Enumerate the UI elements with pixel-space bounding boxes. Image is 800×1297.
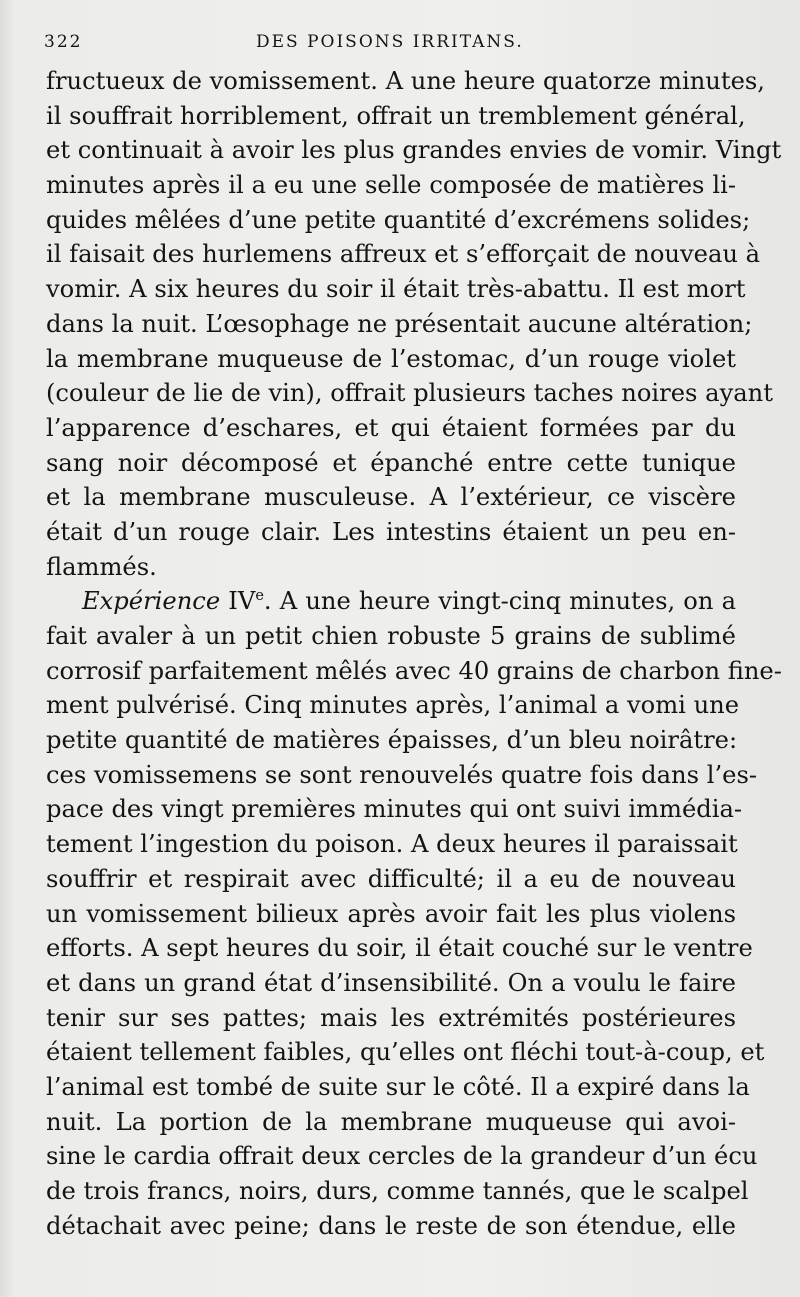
experience-numeral: IV xyxy=(228,587,256,616)
text-line: fait avaler à un petit chien robuste 5 grains de sublimé xyxy=(46,622,736,650)
experience-label: Expérience xyxy=(82,587,221,616)
experience-heading-line xyxy=(46,584,736,619)
text-line: sang noir décomposé et épanché entre cette tunique xyxy=(46,448,736,477)
text-line: minutes après il a eu une selle composée de matières li- xyxy=(46,171,736,200)
page-header xyxy=(44,32,744,62)
text-line: pace des vingt premières minutes qui ont suivi immédia- xyxy=(46,795,743,824)
text-line: il souffrait horriblement, offrait un tremblement général, xyxy=(46,101,746,130)
text-line: il faisait des hurlemens affreux et s’efforçait de nouveau à xyxy=(46,240,761,269)
text-line: flammés. xyxy=(46,552,157,581)
text-line: vomir. A six heures du soir il était très-abattu. Il est mort xyxy=(46,275,746,304)
body-text xyxy=(46,64,782,1243)
text-line: étaient tellement faibles, qu’elles ont fléchi tout-à-coup, et xyxy=(46,1038,765,1067)
experience-superscript: e xyxy=(255,588,264,605)
text-line: corrosif parfaitement mêlés avec 40 grains de charbon fine- xyxy=(46,656,782,685)
text-line: efforts. A sept heures du soir, il était couché sur le ventre xyxy=(46,934,753,963)
experience-line-rest: . A une heure vingt-cinq minutes, on a xyxy=(263,587,736,616)
text-line: quides mêlées d’une petite quantité d’excrémens solides; xyxy=(46,205,751,234)
text-line: (couleur de lie de vin), offrait plusieurs taches noires ayant xyxy=(46,379,773,408)
text-line: détachait avec peine; dans le reste de son étendue, elle xyxy=(46,1211,736,1240)
text-line: l’animal est tombé de suite sur le côté. Il a expiré dans la xyxy=(46,1072,750,1101)
text-line: nuit. La portion de la membrane muqueuse qui avoi- xyxy=(46,1107,736,1136)
text-line: dans la nuit. L’œsophage ne présentait aucune altération; xyxy=(46,309,753,338)
text-line: et la membrane musculeuse. A l’extérieur, ce viscère xyxy=(46,483,736,512)
text-line: et continuait à avoir les plus grandes envies de vomir. Vingt xyxy=(46,136,782,165)
text-line: et dans un grand état d’insensibilité. On a voulu le faire xyxy=(46,968,736,997)
text-line: la membrane muqueuse de l’estomac, d’un rouge violet xyxy=(46,344,736,373)
text-line: ces vomissemens se sont renouvelés quatre fois dans l’es- xyxy=(46,760,758,789)
text-line: un vomissement bilieux après avoir fait les plus violens xyxy=(46,899,736,928)
text-line: petite quantité de matières épaisses, d’un bleu noirâtre: xyxy=(46,726,738,755)
text-line: souffrir et respirait avec difficulté; il a eu de nouveau xyxy=(46,864,736,893)
text-line: fructueux de vomissement. A une heure quatorze minutes, xyxy=(46,67,765,95)
text-line: l’apparence d’eschares, et qui étaient formées par du xyxy=(46,413,736,442)
running-head: DES POISONS IRRITANS. xyxy=(256,32,524,52)
text-line: tenir sur ses pattes; mais les extrémités postérieures xyxy=(46,1003,736,1032)
text-line: sine le cardia offrait deux cercles de la grandeur d’un écu xyxy=(46,1142,758,1171)
text-line: de trois francs, noirs, durs, comme tannés, que le scalpel xyxy=(46,1177,749,1205)
text-line: tement l’ingestion du poison. A deux heures il paraissait xyxy=(46,830,738,859)
page-number: 322 xyxy=(44,32,83,52)
text-line: était d’un rouge clair. Les intestins étaient un peu en- xyxy=(46,517,736,546)
text-line: ment pulvérisé. Cinq minutes après, l’animal a vomi une xyxy=(46,691,740,720)
